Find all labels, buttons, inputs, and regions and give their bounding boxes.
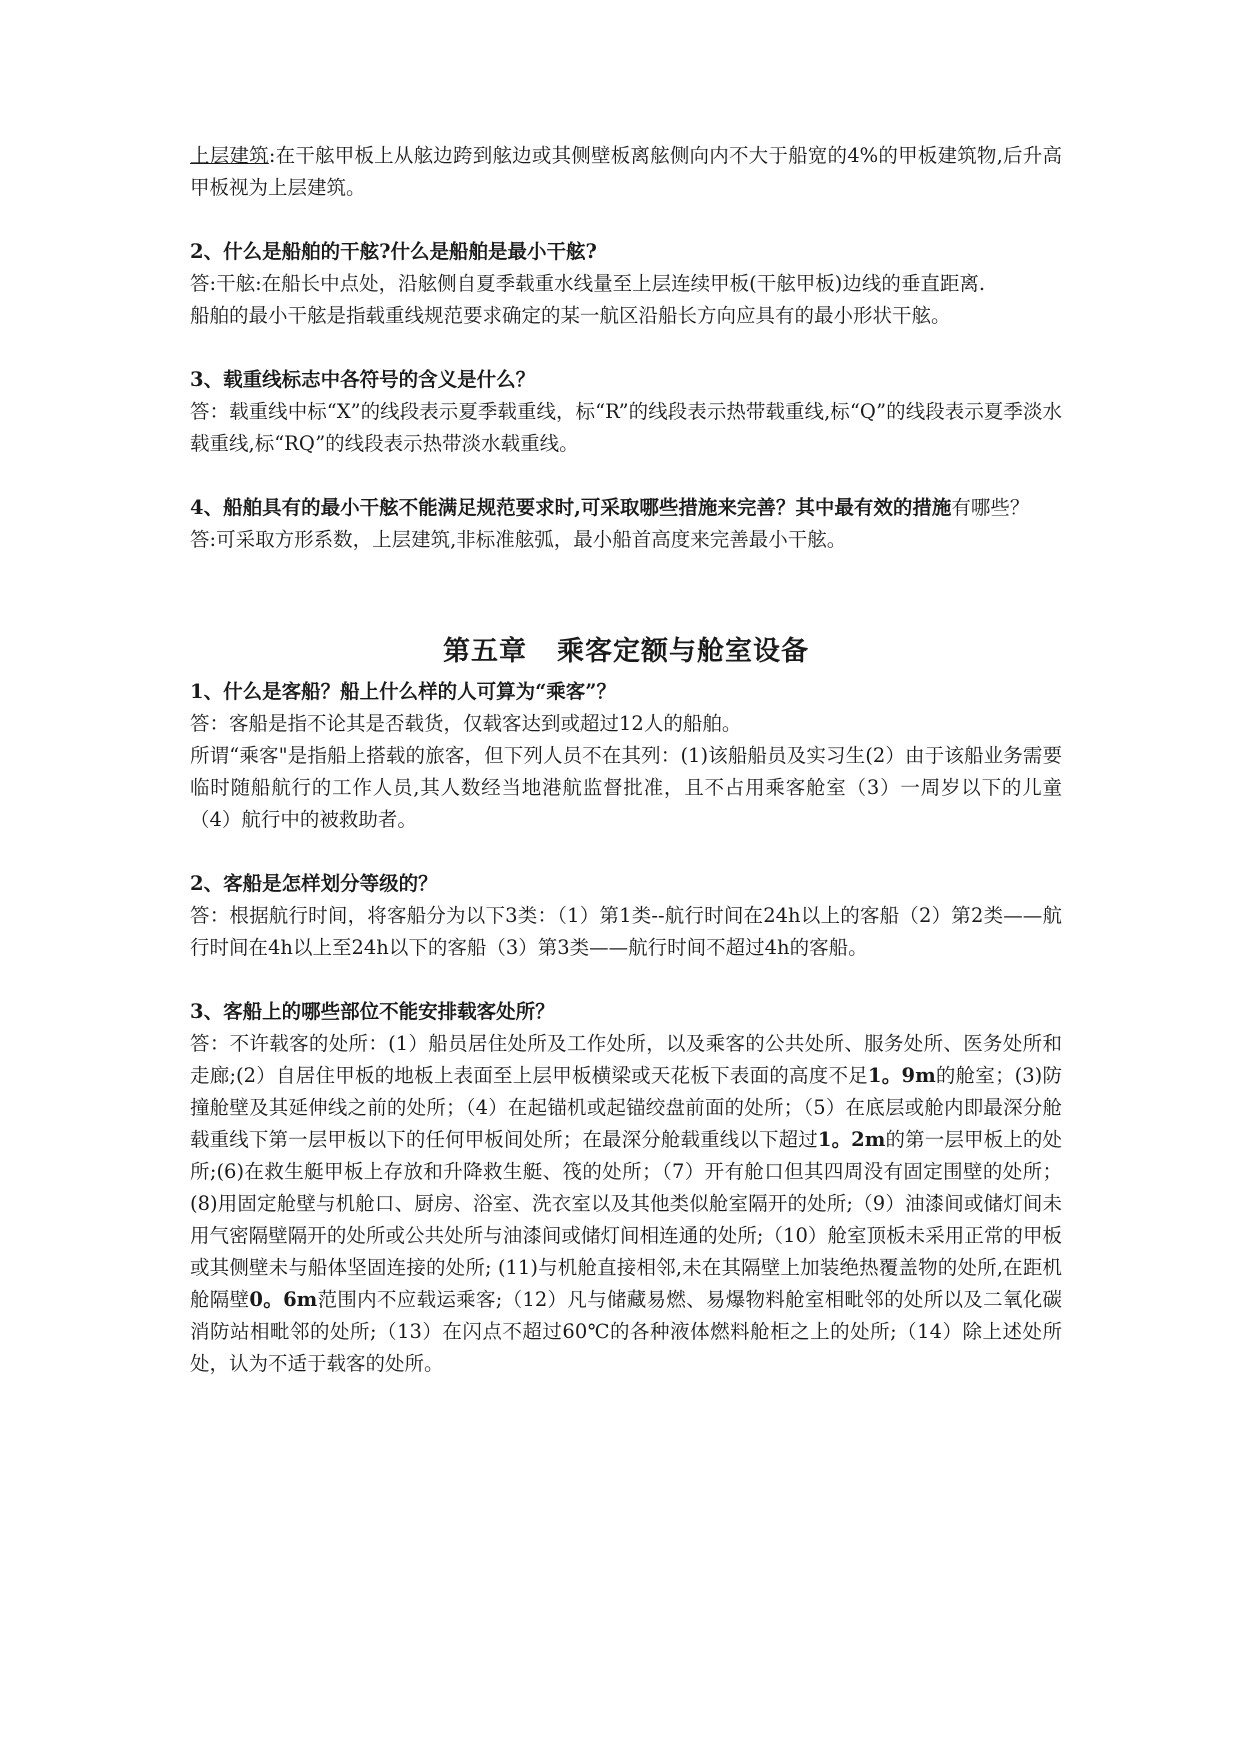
chapter-number: 第五章	[443, 636, 527, 667]
superstructure-definition	[190, 140, 1062, 204]
answer-restricted-spaces-part-4: 范围内不应载运乘客;（12）凡与储藏易燃、易爆物料舱室相毗邻的处所以及二氧化碳消防站相毗邻的处所;（13）在闪点不超过60℃的各种液体燃料舱柜之上的处所;（14）除上述处所处，认为不适于载客的处所。	[190, 1288, 1062, 1375]
question-minimum-freeboard-measures	[190, 492, 1062, 524]
question-minimum-freeboard-bold: 4、船舶具有的最小干舷不能满足规范要求时,可采取哪些措施来完善？其中最有效的措施	[190, 496, 952, 519]
term-superstructure: 上层建筑	[190, 144, 269, 167]
question-load-line-symbols: 3、载重线标志中各符号的含义是什么？	[190, 368, 536, 391]
question-passenger-ship: 1、什么是客船？船上什么样的人可算为“乘客”？	[190, 680, 617, 703]
question-freeboard: 2、什么是船舶的干舷?什么是船舶是最小干舷?	[190, 240, 597, 263]
answer-freeboard-2: 船舶的最小干舷是指载重线规范要求确定的某一航区沿船长方向应具有的最小形状干舷。	[190, 304, 951, 327]
height-value-2: 1。2m	[817, 1128, 886, 1151]
answer-ship-classes: 答：根据航行时间，将客船分为以下3类：（1）第1类--航行时间在24h以上的客船（2）第2类——航行时间在4h以上至24h以下的客船（3）第3类——航行时间不超过4h的客船。	[190, 904, 1062, 959]
distance-value: 0。6m	[249, 1288, 318, 1311]
answer-restricted-spaces	[190, 1028, 1062, 1380]
answer-freeboard-1: 答:干舷:在船长中点处，沿舷侧自夏季载重水线量至上层连续甲板(干舷甲板)边线的垂直距离.	[190, 272, 986, 295]
document-page	[190, 140, 1062, 1380]
answer-load-line-symbols: 答：载重线中标“X”的线段表示夏季载重线，标“R”的线段表示热带载重线,标“Q”的线段表示夏季淡水载重线,标“RQ”的线段表示热带淡水载重线。	[190, 400, 1062, 455]
height-value-1: 1。9m	[867, 1064, 936, 1087]
question-minimum-freeboard-rest: 有哪些？	[951, 496, 1030, 519]
answer-passenger-ship-2: 所谓“乘客"是指船上搭载的旅客，但下列人员不在其列：(1)该船船员及实习生(2）由于该船业务需要临时随船航行的工作人员,其人数经当地港航监督批准，且不占用乘客舱室（3）一周岁以下的儿童（4）航行中的被救助者。	[190, 744, 1062, 831]
answer-restricted-spaces-part-1: 答：不许载客的处所：(1）船员居住处所及工作处所，以及乘客的公共处所、服务处所、医务处所和走廊;(2）自居住甲板的地板上表面至上层甲板横梁或天花板下表面的高度不足	[190, 1032, 1062, 1087]
answer-restricted-spaces-part-3: 的第一层甲板上的处所;(6)在救生艇甲板上存放和升降救生艇、筏的处所；（7）开有舱口但其四周没有固定围壁的处所；(8)用固定舱壁与机舱口、厨房、浴室、洗衣室以及其他类似舱室隔开的处所;（9）油漆间或储灯间未用气密隔壁隔开的处所或公共处所与油漆间或储灯间相连通的处所;（10）舱室顶板未采用正常的甲板或其侧壁未与船体坚固连接的处所; (11)与机舱直接相邻,未在其隔壁上加装绝热覆盖物的处所,在距机舱隔壁	[190, 1128, 1062, 1311]
question-restricted-spaces: 3、客船上的哪些部位不能安排载客处所？	[190, 1000, 555, 1023]
chapter-heading	[190, 630, 1062, 674]
superstructure-definition-text: :在干舷甲板上从舷边跨到舷边或其侧壁板离舷侧向内不大于船宽的4%的甲板建筑物,后升高甲板视为上层建筑。	[190, 144, 1062, 199]
answer-minimum-freeboard-measures: 答:可采取方形系数，上层建筑,非标准舷弧，最小船首高度来完善最小干舷。	[190, 528, 847, 551]
chapter-title: 乘客定额与舱室设备	[557, 636, 809, 667]
question-ship-classes: 2、客船是怎样划分等级的？	[190, 872, 438, 895]
answer-restricted-spaces-part-2: 的舱室；(3)防撞舱壁及其延伸线之前的处所；（4）在起锚机或起锚绞盘前面的处所；（5）在底层或舱内即最深分舱载重线下第一层甲板以下的任何甲板间处所；在最深分舱载重线以下超过	[190, 1064, 1062, 1151]
answer-passenger-ship-1: 答：客船是指不论其是否载货，仅载客达到或超过12人的船舶。	[190, 712, 742, 735]
